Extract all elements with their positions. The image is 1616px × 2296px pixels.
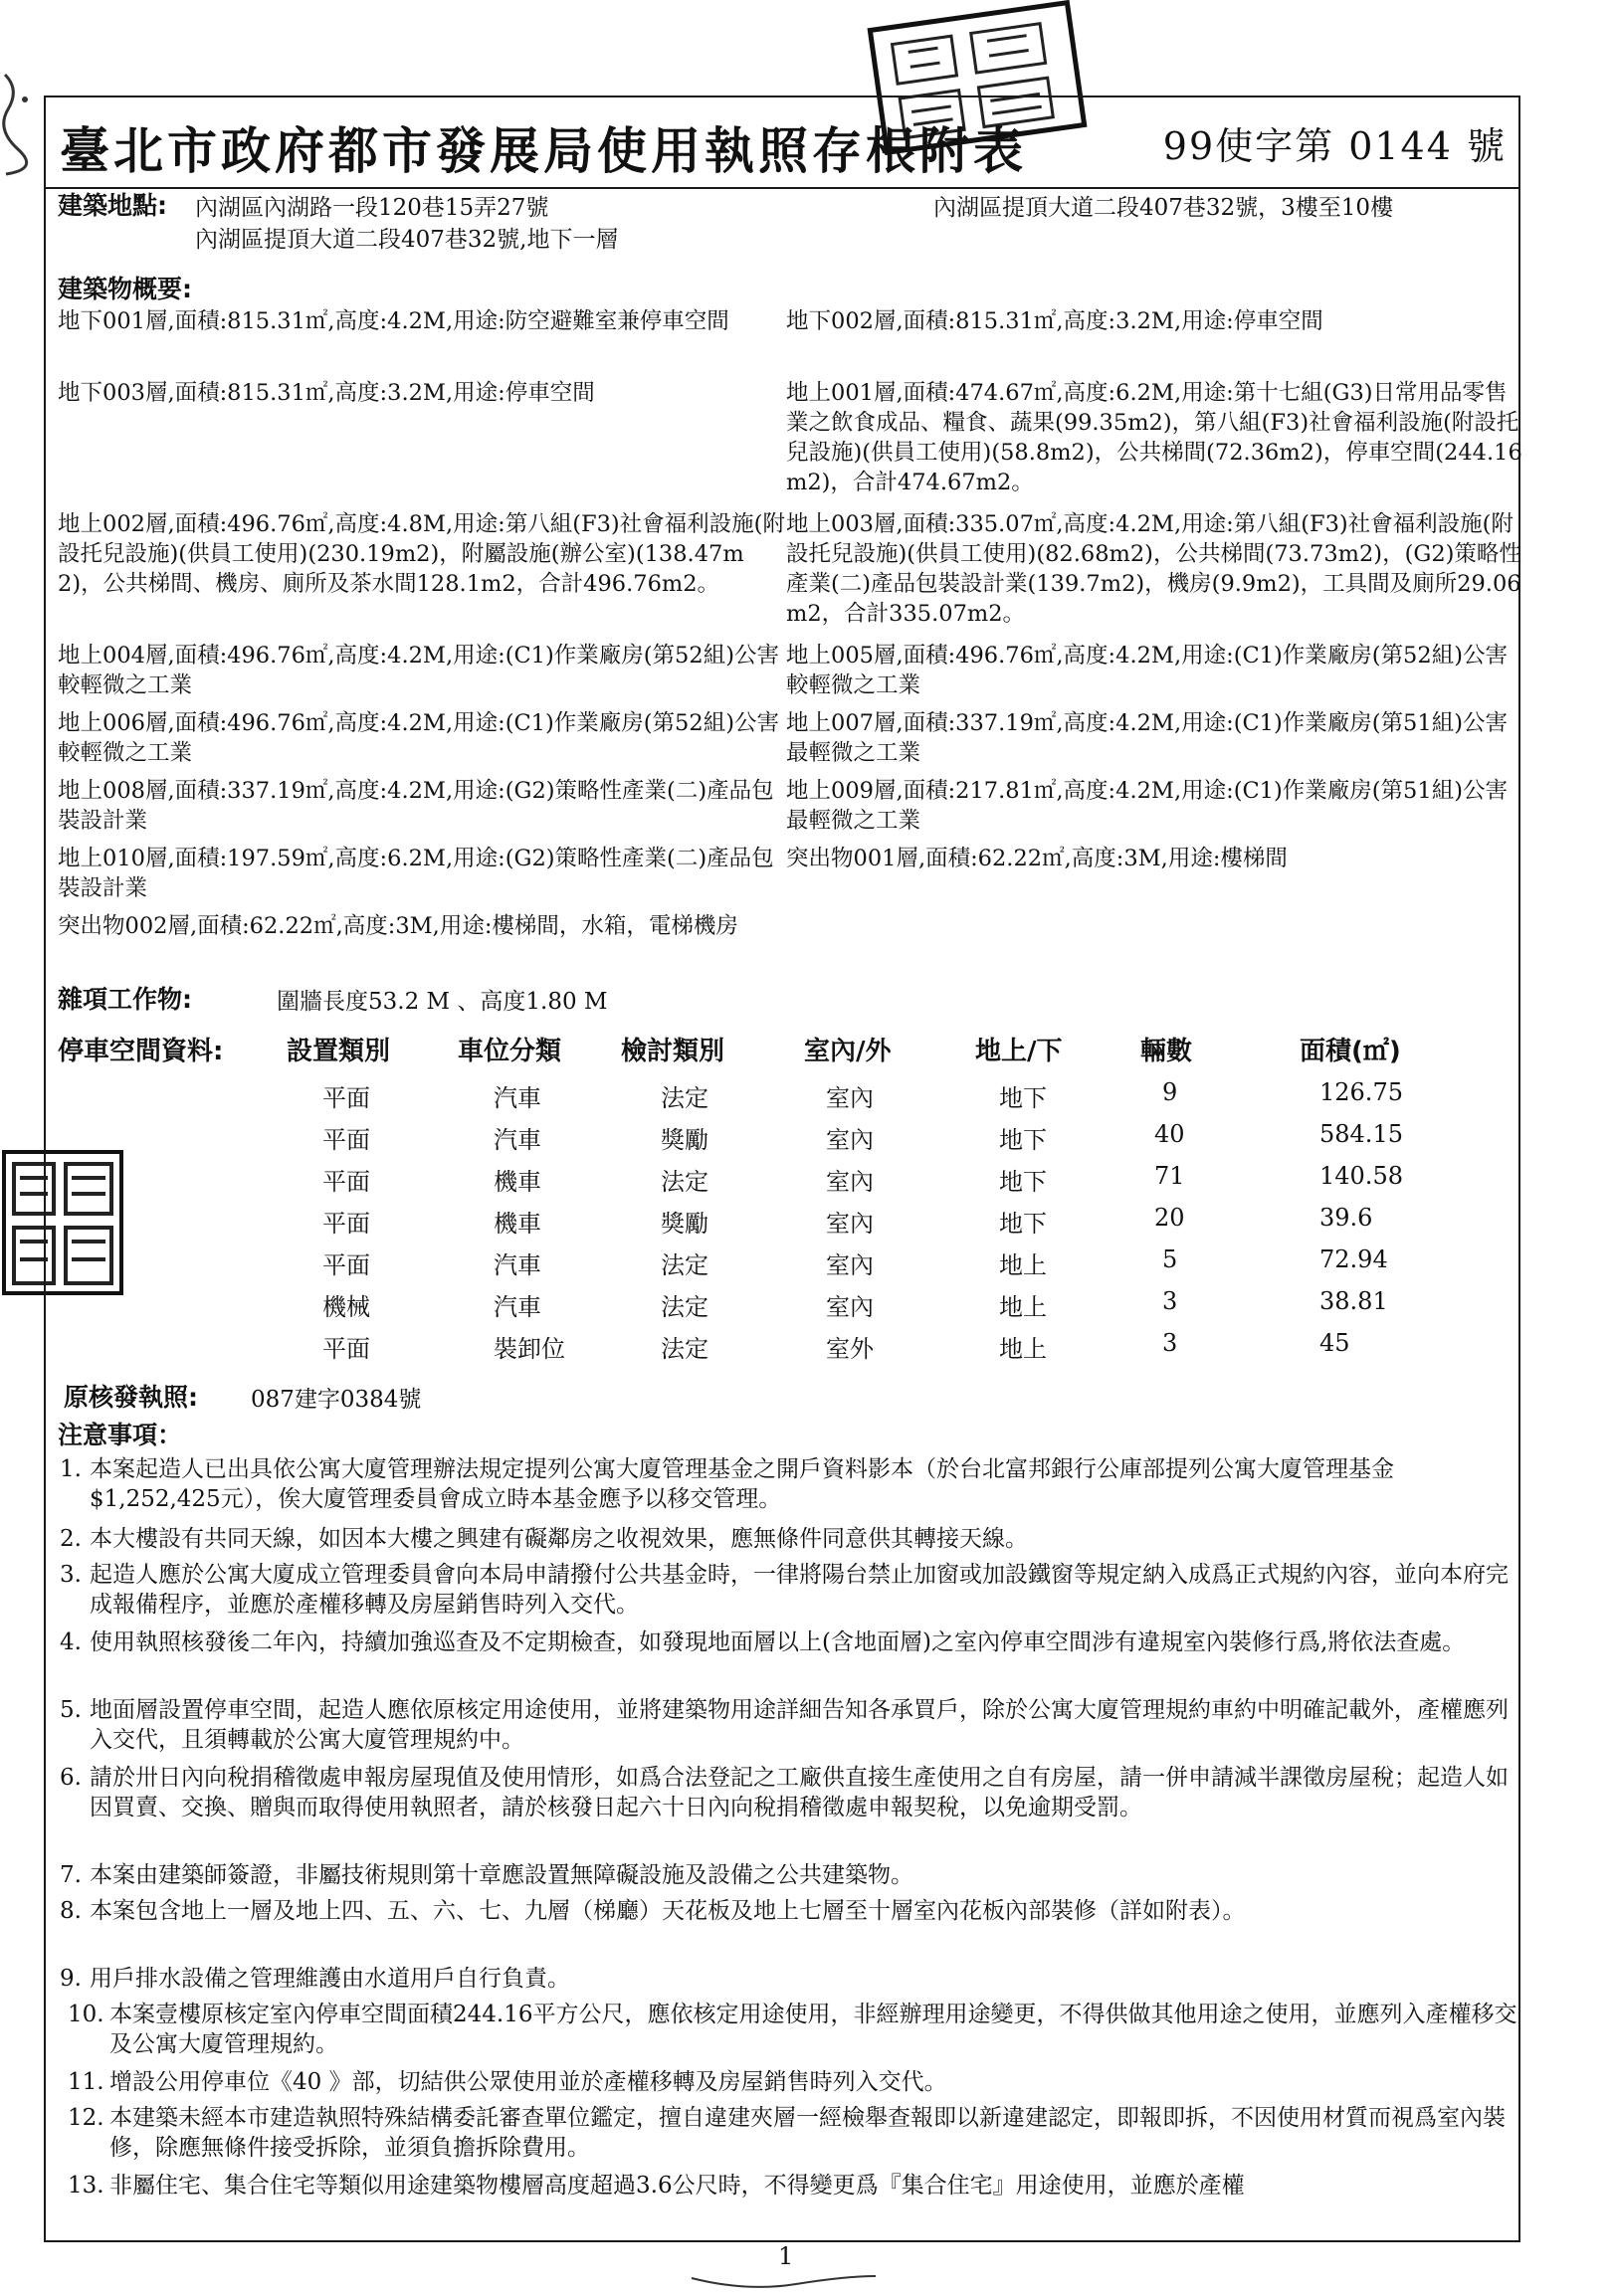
parking-cell: 地下 — [999, 1168, 1047, 1196]
misc-label: 雜項工作物: — [58, 985, 192, 1014]
overview-cell-f6: 地上006層,面積:496.76㎡,高度:4.2M,用途:(C1)作業廠房(第52組)公害較輕微之工業 — [58, 710, 779, 766]
note-item — [60, 1627, 1522, 1657]
note-number: 8. — [60, 1898, 82, 1924]
overview-cell-b3: 地下003層,面積:815.31㎡,高度:3.2M,用途:停車空間 — [58, 380, 595, 406]
overview-cell-b1: 地下001層,面積:815.31㎡,高度:4.2M,用途:防空避難室兼停車空間 — [58, 308, 729, 334]
parking-cell: 地下 — [999, 1210, 1047, 1238]
parking-cell: 地上 — [999, 1335, 1047, 1363]
parking-cell: 39.6 — [1319, 1204, 1373, 1232]
parking-header-type: 設置類別 — [287, 1037, 391, 1066]
parking-cell: 3 — [1162, 1287, 1178, 1315]
note-number: 12. — [68, 2105, 104, 2131]
parking-header-level: 地上/下 — [975, 1037, 1063, 1066]
overview-label: 建築物概要: — [58, 275, 192, 303]
note-text: 地面層設置停車空間，起造人應依原核定用途使用，並將建築物用途詳細告知各承買戶，除於公寓大廈管理規約車約中明確記載外，產權應列入交代，且須轉載於公寓大廈管理規約中。 — [90, 1697, 1509, 1753]
note-number: 4. — [60, 1629, 82, 1655]
parking-cell: 室外 — [826, 1335, 874, 1363]
parking-header-area: 面積(㎡) — [1300, 1037, 1401, 1066]
page-number: 1 — [778, 2242, 794, 2270]
parking-cell: 室內 — [826, 1126, 874, 1154]
parking-header-class: 車位分類 — [458, 1037, 562, 1066]
note-number: 10. — [68, 2002, 104, 2027]
parking-cell: 汽車 — [494, 1084, 541, 1112]
note-text: 增設公用停車位《40 》部，切結供公眾使用並於產權移轉及房屋銷售時列入交代。 — [109, 2069, 947, 2095]
overview-cell-f4: 地上004層,面積:496.76㎡,高度:4.2M,用途:(C1)作業廠房(第52組)公害較輕微之工業 — [58, 643, 779, 698]
overview-cell-f3: 地上003層,面積:335.07㎡,高度:4.2M,用途:第八組(F3)社會福利設施(附設托兒設施)(供員工使用)(82.68m2)，公共梯間(73.73m2)，(G2)策略性產業(二)產品包裝設計業(139.7m2)，機房(9.9m2)，工具間及廁所29.06m2，合計335.07m2。 — [786, 511, 1521, 627]
permit-number: 99使字第 0144 號 — [1162, 124, 1507, 168]
overview-cell-f8: 地上008層,面積:337.19㎡,高度:4.2M,用途:(G2)策略性產業(二)產品包裝設計業 — [58, 778, 774, 834]
note-text: 本案起造人已出具依公寓大廈管理辦法規定提列公寓大廈管理基金之開戶資料影本（於台北富邦銀行公庫部提列公寓大廈管理基金$1,252,425元），俟大廈管理委員會成立時本基金應予以移交管理。 — [90, 1456, 1394, 1512]
note-text: 本案壹樓原核定室內停車空間面積244.16平方公尺，應依核定用途使用，非經辦理用途變更，不得供做其他用途之使用，並應列入產權移交及公寓大廈管理規約。 — [109, 2002, 1517, 2057]
parking-header-count: 輛數 — [1140, 1037, 1193, 1066]
parking-cell: 平面 — [322, 1168, 370, 1196]
parking-cell: 裝卸位 — [494, 1335, 565, 1363]
parking-cell: 室內 — [826, 1210, 874, 1238]
parking-cell: 機車 — [494, 1168, 541, 1196]
overview-cell-f2: 地上002層,面積:496.76㎡,高度:4.8M,用途:第八組(F3)社會福利設施(附設托兒設施)(供員工使用)(230.19m2)，附屬設施(辦公室)(138.47m2)，公共梯間、機房、廁所及茶水間128.1m2，合計496.76m2。 — [58, 511, 785, 597]
parking-cell: 140.58 — [1319, 1162, 1403, 1190]
parking-cell: 獎勵 — [661, 1126, 708, 1154]
parking-label: 停車空間資料: — [58, 1037, 224, 1066]
parking-cell: 地下 — [999, 1084, 1047, 1112]
parking-cell: 法定 — [661, 1084, 708, 1112]
parking-cell: 汽車 — [494, 1126, 541, 1154]
parking-cell: 機械 — [322, 1293, 370, 1321]
parking-cell: 室內 — [826, 1084, 874, 1112]
note-item — [68, 2000, 1522, 2059]
note-text: 本案包含地上一層及地上四、五、六、七、九層（梯廳）天花板及地上七層至十層室內花板內部裝修（詳如附表）。 — [90, 1898, 1246, 1924]
parking-cell: 38.81 — [1319, 1287, 1388, 1315]
original-permit-value: 087建字0384號 — [251, 1387, 422, 1413]
overview-cell-f1: 地上001層,面積:474.67㎡,高度:6.2M,用途:第十七組(G3)日常用品零售業之飲食成品、糧食、蔬果(99.35m2)，第八組(F3)社會福利設施(附設托兒設施)(供員工使用)(58.8m2)，公共梯間(72.36m2)，停車空間(244.16m2)，合計474.67m2。 — [786, 380, 1522, 495]
parking-cell: 地上 — [999, 1251, 1047, 1279]
note-item — [60, 1454, 1518, 1514]
parking-cell: 地上 — [999, 1293, 1047, 1321]
note-number: 13. — [68, 2173, 104, 2199]
parking-cell: 45 — [1319, 1329, 1350, 1357]
note-item — [68, 2171, 1522, 2200]
parking-cell: 法定 — [661, 1335, 708, 1363]
parking-cell: 平面 — [322, 1126, 370, 1154]
note-item — [60, 1896, 1522, 1926]
parking-cell: 9 — [1162, 1078, 1178, 1106]
note-text: 用戶排水設備之管理維護由水道用戶自行負責。 — [90, 1966, 570, 1992]
parking-cell: 平面 — [322, 1335, 370, 1363]
parking-cell: 獎勵 — [661, 1210, 708, 1238]
title-row — [46, 97, 1518, 189]
bottom-scribble — [687, 2270, 886, 2294]
parking-cell: 室內 — [826, 1251, 874, 1279]
note-item — [60, 1763, 1522, 1822]
note-number: 3. — [60, 1562, 82, 1588]
parking-cell: 法定 — [661, 1168, 708, 1196]
site-address-right: 內湖區提頂大道二段407巷32號，3樓至10樓 — [933, 195, 1394, 221]
note-item — [60, 1695, 1522, 1755]
note-number: 5. — [60, 1697, 82, 1723]
parking-cell: 室內 — [826, 1168, 874, 1196]
note-text: 本大樓設有共同天線，如因本大樓之興建有礙鄰房之收視效果，應無條件同意供其轉接天線。 — [90, 1526, 1028, 1552]
parking-cell: 3 — [1162, 1329, 1178, 1357]
note-item — [60, 1560, 1522, 1620]
note-text: 請於卅日內向稅捐稽徵處申報房屋現值及使用情形，如爲合法登記之工廠供直接生產使用之自有房屋，請一併申請減半課徵房屋稅；起造人如因買賣、交換、贈與而取得使用執照者，請於核發日起六十日內向稅捐稽徵處申報契稅，以免逾期受罰。 — [90, 1765, 1509, 1820]
overview-cell-f9: 地上009層,面積:217.81㎡,高度:4.2M,用途:(C1)作業廠房(第51組)公害最輕微之工業 — [786, 778, 1508, 834]
note-item — [60, 1860, 1522, 1890]
notes-label: 注意事項： — [58, 1421, 183, 1449]
parking-cell: 5 — [1162, 1245, 1178, 1273]
overview-cell-f10: 地上010層,面積:197.59㎡,高度:6.2M,用途:(G2)策略性產業(二)產品包裝設計業 — [58, 846, 774, 901]
misc-value: 圍牆長度53.2 M 、高度1.80 M — [277, 989, 608, 1015]
note-text: 使用執照核發後二年內，持續加強巡查及不定期檢查，如發現地面層以上(含地面層)之室內停車空間涉有違規室內裝修行爲,將依法查處。 — [90, 1629, 1466, 1655]
note-number: 11. — [68, 2069, 104, 2095]
parking-cell: 71 — [1154, 1162, 1185, 1190]
parking-cell: 法定 — [661, 1293, 708, 1321]
parking-cell: 汽車 — [494, 1293, 541, 1321]
parking-cell: 平面 — [322, 1210, 370, 1238]
note-item — [68, 2067, 1522, 2097]
parking-cell: 40 — [1154, 1120, 1185, 1148]
overview-cell-f5: 地上005層,面積:496.76㎡,高度:4.2M,用途:(C1)作業廠房(第52組)公害較輕微之工業 — [786, 643, 1508, 698]
note-text: 本案由建築師簽證，非屬技術規則第十章應設置無障礙設施及設備之公共建築物。 — [90, 1862, 913, 1888]
note-item — [60, 1964, 1522, 1994]
overview-cell-f7: 地上007層,面積:337.19㎡,高度:4.2M,用途:(C1)作業廠房(第51組)公害最輕微之工業 — [786, 710, 1508, 766]
parking-cell: 126.75 — [1319, 1078, 1403, 1106]
overview-cell-r1: 突出物001層,面積:62.22㎡,高度:3M,用途:樓梯間 — [786, 846, 1288, 871]
note-item — [68, 2103, 1522, 2163]
parking-cell: 平面 — [322, 1084, 370, 1112]
note-text: 起造人應於公寓大廈成立管理委員會向本局申請撥付公共基金時，一律將陽台禁止加窗或加設鐵窗等規定納入成爲正式規約內容，並向本府完成報備程序，並應於產權移轉及房屋銷售時列入交代。 — [90, 1562, 1509, 1618]
parking-header-inout: 室內/外 — [804, 1037, 892, 1066]
note-number: 2. — [60, 1526, 82, 1552]
parking-cell: 機車 — [494, 1210, 541, 1238]
parking-cell: 584.15 — [1319, 1120, 1403, 1148]
document-title: 臺北市政府都市發展局使用執照存根附表 — [60, 121, 1027, 180]
note-item — [60, 1524, 1522, 1554]
note-number: 6. — [60, 1765, 82, 1791]
site-address-1: 內湖區內湖路一段120巷15弄27號 — [195, 195, 549, 221]
parking-cell: 法定 — [661, 1251, 708, 1279]
overview-cell-r2: 突出物002層,面積:62.22㎡,高度:3M,用途:樓梯間，水箱，電梯機房 — [58, 913, 738, 939]
parking-cell: 20 — [1154, 1204, 1185, 1232]
original-permit-label: 原核發執照: — [64, 1383, 198, 1412]
parking-cell: 平面 — [322, 1251, 370, 1279]
parking-cell: 汽車 — [494, 1251, 541, 1279]
parking-header-review: 檢討類別 — [621, 1037, 725, 1066]
note-number: 7. — [60, 1862, 82, 1888]
site-label: 建築地點: — [58, 191, 167, 220]
note-text: 非屬住宅、集合住宅等類似用途建築物樓層高度超過3.6公尺時，不得變更爲『集合住宅』用途使用，並應於產權 — [109, 2173, 1245, 2199]
overview-cell-b2: 地下002層,面積:815.31㎡,高度:3.2M,用途:停車空間 — [786, 308, 1323, 334]
parking-cell: 室內 — [826, 1293, 874, 1321]
note-number: 9. — [60, 1966, 82, 1992]
site-address-2: 內湖區提頂大道二段407巷32號,地下一層 — [195, 227, 619, 253]
parking-cell: 72.94 — [1319, 1245, 1388, 1273]
left-margin-scribble — [0, 70, 40, 179]
parking-cell: 地下 — [999, 1126, 1047, 1154]
note-text: 本建築未經本市建造執照特殊結構委託審查單位鑑定，擅自違建夾層一經檢舉查報即以新違建認定，即報即拆，不因使用材質而視爲室內裝修，除應無條件接受拆除，並須負擔拆除費用。 — [109, 2105, 1506, 2161]
note-number: 1. — [60, 1456, 82, 1482]
